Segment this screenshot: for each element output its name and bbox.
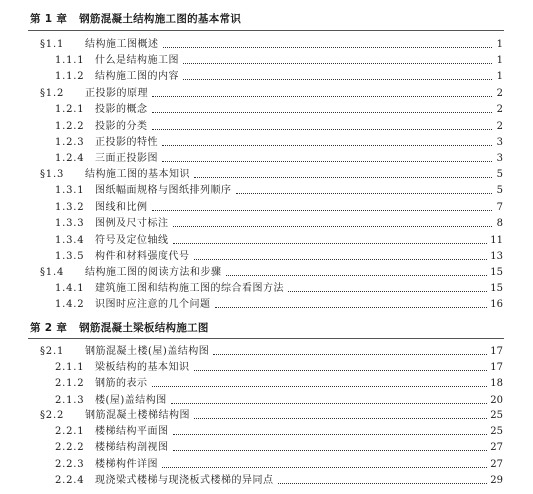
section-number: 2.2.3 [55, 459, 85, 470]
section-number: §2.2 [40, 410, 65, 421]
toc-entry[interactable] [55, 472, 503, 487]
section-title: 结构施工图的内容 [95, 71, 179, 82]
toc-entry[interactable] [55, 68, 503, 83]
section-title: 梁板结构的基本知识 [95, 362, 190, 373]
page-number: 17 [490, 362, 503, 373]
page-number: 2 [496, 104, 503, 115]
dot-leader [163, 47, 493, 48]
section-title: 楼梯构件详图 [95, 459, 158, 470]
dot-leader [288, 291, 487, 292]
toc-entry[interactable] [55, 280, 503, 295]
section-title: 符号及定位轴线 [95, 235, 169, 246]
toc-entry[interactable] [40, 264, 503, 279]
dot-leader [194, 177, 492, 178]
section-title: 构件和材料强度代号 [95, 251, 190, 262]
section-title: 识图时应注意的几个问题 [95, 299, 211, 310]
toc-entry[interactable] [40, 343, 503, 358]
dot-leader [152, 129, 493, 130]
dot-leader [152, 112, 493, 113]
toc-entry[interactable] [55, 134, 503, 149]
page-number: 1 [496, 39, 503, 50]
section-title: 图例及尺寸标注 [95, 218, 169, 229]
dot-leader [194, 418, 487, 419]
toc-entry[interactable] [40, 36, 503, 51]
dot-leader [152, 386, 488, 387]
page-number: 5 [496, 185, 503, 196]
toc-entry[interactable] [55, 248, 503, 263]
section-title: 楼(屋)盖结构图 [95, 395, 167, 406]
page-number: 20 [490, 395, 503, 406]
section-number: 1.2.1 [55, 104, 85, 115]
section-number: 2.2.2 [55, 442, 85, 453]
section-number: 2.2.1 [55, 426, 85, 437]
section-title: 钢筋混凝土楼(屋)盖结构图 [85, 346, 210, 357]
toc-entry[interactable] [55, 456, 503, 471]
page-number: 1 [496, 55, 503, 66]
section-number: 2.1.1 [55, 362, 85, 373]
page-number: 3 [496, 153, 503, 164]
dot-leader [173, 226, 493, 227]
toc-entry[interactable] [55, 423, 503, 438]
section-number: 1.1.2 [55, 71, 85, 82]
page-number: 27 [490, 459, 503, 470]
section-number: 2.2.4 [55, 475, 85, 486]
page-number: 11 [490, 235, 503, 246]
dot-leader [213, 354, 487, 355]
dot-leader [215, 307, 488, 308]
section-number: 1.2.2 [55, 121, 85, 132]
page-number: 18 [490, 378, 503, 389]
toc-entry[interactable] [55, 296, 503, 311]
dot-leader [183, 79, 492, 80]
toc-entry[interactable] [55, 232, 503, 247]
section-title: 建筑施工图和结构施工图的综合看图方法 [95, 283, 284, 294]
page-number: 7 [496, 202, 503, 213]
chapter-title: 钢筋混凝土梁板结构施工图 [79, 322, 209, 334]
section-title: 楼梯结构平面图 [95, 426, 169, 437]
section-number: §1.4 [40, 267, 65, 278]
toc-entry[interactable] [55, 375, 503, 390]
section-number: §1.3 [40, 169, 65, 180]
section-title: 结构施工图的基本知识 [85, 169, 190, 180]
chapter-number: 第 2 章 [30, 322, 68, 334]
section-title: 三面正投影图 [95, 153, 158, 164]
dot-leader [236, 193, 493, 194]
section-title: 结构施工图的阅读方法和步骤 [85, 267, 222, 278]
chapter-number: 第 1 章 [30, 13, 68, 25]
toc-entry[interactable] [40, 85, 503, 100]
page-number: 2 [496, 88, 503, 99]
section-title: 现浇梁式楼梯与现浇板式楼梯的异同点 [95, 475, 274, 486]
toc-entry[interactable] [40, 407, 503, 422]
section-number: 1.3.4 [55, 235, 85, 246]
dot-leader [278, 483, 488, 484]
section-title: 结构施工图概述 [85, 39, 159, 50]
section-title: 正投影的原理 [85, 88, 148, 99]
page-number: 13 [490, 251, 503, 262]
section-title: 图线和比例 [95, 202, 148, 213]
toc-entry[interactable] [55, 439, 503, 454]
dot-leader [171, 403, 487, 404]
section-title: 图纸幅面规格与图纸排列顺序 [95, 185, 232, 196]
section-number: 1.3.3 [55, 218, 85, 229]
section-title: 钢筋混凝土楼梯结构图 [85, 410, 190, 421]
dot-leader [173, 434, 488, 435]
section-number: 1.3.1 [55, 185, 85, 196]
section-number: 1.3.2 [55, 202, 85, 213]
section-number: 1.4.2 [55, 299, 85, 310]
dot-leader [152, 96, 492, 97]
page-number: 25 [490, 426, 503, 437]
toc-entry[interactable] [55, 199, 503, 214]
dot-leader [194, 370, 488, 371]
section-number: 2.1.2 [55, 378, 85, 389]
dot-leader [173, 450, 488, 451]
dot-leader [162, 145, 492, 146]
page-number: 27 [490, 442, 503, 453]
chapter-divider [28, 30, 504, 31]
chapter-title: 钢筋混凝土结构施工图的基本常识 [79, 13, 242, 25]
chapter-heading [30, 320, 209, 335]
section-title: 正投影的特性 [95, 137, 158, 148]
section-title: 投影的分类 [95, 121, 148, 132]
section-number: §1.2 [40, 88, 65, 99]
section-number: §1.1 [40, 39, 65, 50]
dot-leader [162, 467, 487, 468]
section-title: 什么是结构施工图 [95, 55, 179, 66]
section-number: 1.2.3 [55, 137, 85, 148]
dot-leader [152, 210, 493, 211]
toc-entry[interactable] [55, 359, 503, 374]
toc-entry[interactable] [55, 215, 503, 230]
section-title: 投影的概念 [95, 104, 148, 115]
toc-entry[interactable] [55, 101, 503, 116]
section-number: 1.1.1 [55, 55, 85, 66]
dot-leader [173, 243, 488, 244]
page-number: 5 [496, 169, 503, 180]
toc-entry[interactable] [55, 182, 503, 197]
page-number: 15 [490, 267, 503, 278]
page-number: 29 [490, 475, 503, 486]
page-number: 1 [496, 71, 503, 82]
page-number: 17 [490, 346, 503, 357]
toc-entry[interactable] [55, 150, 503, 165]
page-number: 25 [490, 410, 503, 421]
dot-leader [226, 275, 488, 276]
section-number: §2.1 [40, 346, 65, 357]
dot-leader [162, 161, 492, 162]
page-number: 2 [496, 121, 503, 132]
section-number: 2.1.3 [55, 395, 85, 406]
section-number: 1.4.1 [55, 283, 85, 294]
toc-entry[interactable] [40, 166, 503, 181]
dot-leader [194, 259, 488, 260]
section-title: 钢筋的表示 [95, 378, 148, 389]
section-number: 1.3.5 [55, 251, 85, 262]
chapter-heading [30, 11, 241, 26]
section-number: 1.2.4 [55, 153, 85, 164]
page-number: 15 [490, 283, 503, 294]
page-number: 3 [496, 137, 503, 148]
dot-leader [183, 63, 492, 64]
page-number: 8 [496, 218, 503, 229]
chapter-divider [28, 338, 504, 339]
toc-entry[interactable] [55, 392, 503, 407]
page-number: 16 [490, 299, 503, 310]
section-title: 楼梯结构剖视图 [95, 442, 169, 453]
toc-entry[interactable] [55, 118, 503, 133]
toc-entry[interactable] [55, 52, 503, 67]
